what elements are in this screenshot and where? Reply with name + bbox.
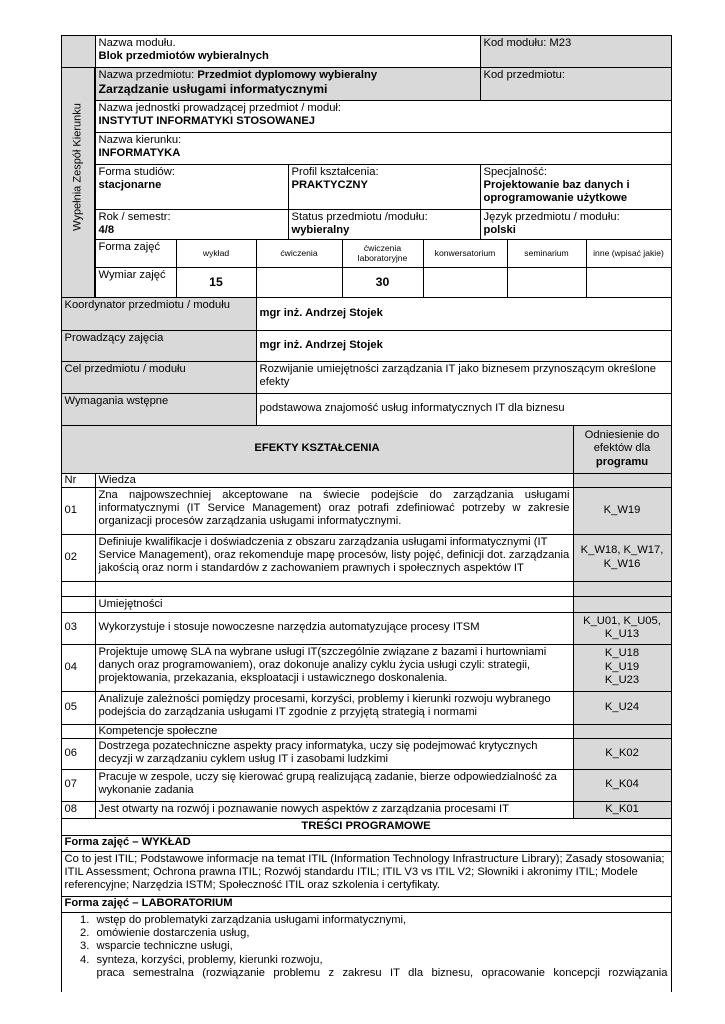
profil-value: PRAKTYCZNY — [291, 178, 368, 191]
specjalnosc-cell — [480, 164, 672, 210]
rok-cell — [95, 209, 289, 240]
odniesienie-cell: Odniesienie do efektów dla programu — [573, 425, 672, 474]
lab-list — [65, 914, 668, 981]
kod-przedmiotu: Kod przedmiotu: — [483, 68, 565, 81]
lab-list-cell — [61, 912, 672, 992]
przedmiot-cell — [95, 67, 481, 101]
table-row-04-ref: K_U18 K_U19 K_U23 — [573, 644, 672, 692]
table-row-06-text: Dostrzega pozatechniczne aspekty pracy informatyka, uczy się podejmować krytycznych decyzji w zarządzaniu cyklem usług IT i zasobami ludzkimi — [95, 738, 574, 770]
wymagania-label-cell: Wymagania wstępne — [61, 393, 257, 426]
status-value: wybieralny — [291, 223, 350, 236]
efekty-title-cell: EFEKTY KSZTAŁCENIA — [61, 425, 574, 474]
profil-label: Profil kształcenia: — [291, 165, 379, 178]
table-row-07-nr: 07 — [61, 769, 96, 802]
table-row-05-nr: 05 — [61, 691, 96, 725]
table-row-05-ref: K_U24 — [573, 691, 672, 725]
cel-value: Rozwijanie umiejętności zarządzania IT jako biznesem przynoszącym określone efekty — [256, 361, 672, 394]
kierunek-value: INFORMATYKA — [98, 146, 181, 159]
wymiar-label: Wymiar zajęć — [98, 268, 166, 281]
kompetencje-nr — [61, 724, 96, 739]
wiedza-ref-empty — [573, 473, 672, 488]
umiejetnosci-header: Umiejętności — [95, 596, 574, 613]
table-row-06-ref: K_K02 — [573, 738, 672, 770]
table-row-01-ref: K_W19 — [573, 487, 672, 535]
specjalnosc-value: Projektowanie baz danych i oprogramowanie użytkowe — [483, 178, 630, 205]
modul-cell — [95, 35, 481, 68]
wymiar-konwersatorium — [423, 267, 508, 298]
lab-label-cell: Forma zajęć – LABORATORIUM — [61, 896, 672, 913]
wymiar-label-cell — [95, 267, 177, 298]
form-inne: inne (wpisać jakie) — [586, 239, 672, 268]
jednostka-cell — [95, 100, 672, 133]
table-row-06-nr: 06 — [61, 738, 96, 770]
list-item: 2. omówienie dostarczenia usług, — [93, 927, 668, 940]
tresci-title: TREŚCI PROGRAMOWE — [61, 818, 672, 836]
jezyk-cell — [480, 209, 672, 240]
prowadzacy-label-cell: Prowadzący zajęcia — [61, 330, 257, 362]
list-item: 4. synteza, korzyści, problemy, kierunki rozwoju, — [93, 954, 668, 967]
table-row-04-nr: 04 — [61, 644, 96, 692]
nr-header: Nr — [61, 473, 96, 488]
forma-zajec-label: Forma zajęć — [98, 240, 161, 253]
modul-label: Nazwa modułu. — [98, 36, 176, 49]
form-seminarium: seminarium — [507, 239, 587, 268]
wiedza-header: Wiedza — [95, 473, 574, 488]
forma-zajec-label-cell — [95, 239, 177, 268]
table-row-07-ref: K_K04 — [573, 769, 672, 802]
table-row-03-nr: 03 — [61, 612, 96, 645]
table-row-01-nr: 01 — [61, 487, 96, 535]
jednostka-value: INSTYTUT INFORMATYKI STOSOWANEJ — [98, 114, 316, 127]
table-row-03-text: Wykorzystuje i stosuje nowoczesne narzędzia automatyzujące procesy ITSM — [95, 612, 574, 645]
kod-modulu-cell — [480, 35, 672, 68]
jezyk-value: polski — [483, 223, 516, 236]
profil-cell — [288, 164, 481, 210]
status-cell — [288, 209, 481, 240]
table-row-04-text: Projektuje umowę SLA na wybrane usługi IT(szczególnie związane z bazami i hurtowniami danych oraz programowaniem), oraz dokonuje analizy cyklu życia usługi czyli: strategii, projektowania, przekazania, eksploatacji i ustawicznego doskonalenia. — [95, 644, 574, 692]
kierunek-label: Nazwa kierunku: — [98, 133, 182, 146]
cel-label-cell: Cel przedmiotu / modułu — [61, 361, 257, 394]
table-row-02-nr: 02 — [61, 534, 96, 582]
jezyk-label: Język przedmiotu / modułu: — [483, 210, 620, 223]
table-row-07-text: Pracuje w zespole, uczy się kierować grupą realizującą zadanie, bierze odpowiedzialność za wykonanie zadania — [95, 769, 574, 802]
form-wyklad: wykład — [176, 239, 257, 268]
umiejetnosci-nr — [61, 596, 96, 613]
kompetencje-ref-empty — [573, 724, 672, 739]
wymiar-inne — [586, 267, 672, 298]
wymagania-value: podstawowa znajomość usług informatycznych IT dla biznesu — [256, 393, 672, 426]
koordynator-label-cell: Koordynator przedmiotu / modułu — [61, 297, 257, 331]
status-label: Status przedmiotu /modułu: — [291, 210, 428, 223]
table-row-08-text: Jest otwarty na rozwój i poznawanie nowych aspektów z zarządzania procesami IT — [95, 801, 574, 819]
form-cwiczenia: ćwiczenia — [256, 239, 343, 268]
rok-label: Rok / semestr: — [98, 210, 171, 223]
empty-row-ref — [573, 581, 672, 597]
rok-value: 4/8 — [98, 223, 115, 236]
table-row-05-text: Analizuje zależności pomiędzy procesami, korzyści, problemy i kierunki rozwoju wybranego podejścia do zarządzania usługami IT zgodnie z przyjętą strategią i normami — [95, 691, 574, 725]
form-lab: ćwiczenia laboratoryjne — [342, 239, 424, 268]
przedmiot-title: Zarządzanie usługami informatycznymi — [98, 81, 328, 96]
koordynator-value: mgr inż. Andrzej Stojek — [256, 297, 672, 331]
forma-studiow-value: stacjonarne — [98, 178, 162, 191]
wymiar-seminarium — [507, 267, 587, 298]
kierunek-cell — [95, 132, 672, 165]
wymiar-lab: 30 — [342, 267, 424, 298]
table-row-08-nr: 08 — [61, 801, 96, 819]
table-row-02-text: Definiuje kwalifikacje i doświadczenia z obszaru zarządzania usługami informatycznymi (IT Service Management), oraz rekomenduje mapę procesów, listy pojęć, definicji dot. zarządzania jakością oraz norm i standardów z zachowaniem prawnych i społecznych aspektów IT — [95, 534, 574, 582]
table-row-03-ref: K_U01, K_U05, K_U13 — [573, 612, 672, 645]
vertical-label: Wypełnia Zespół Kierunku — [71, 102, 84, 231]
header-corner-cell — [61, 35, 96, 68]
list-item: 3. wsparcie techniczne usługi, — [93, 940, 668, 953]
wymiar-wyklad: 15 — [176, 267, 257, 298]
vertical-label-column — [61, 35, 95, 298]
list-item: 1. wstęp do problematyki zarządzania usługami informatycznymi, — [93, 914, 668, 927]
specjalnosc-label: Specjalność: — [483, 165, 547, 178]
kod-przedmiotu-cell — [480, 67, 672, 101]
table-row-08-ref: K_K01 — [573, 801, 672, 819]
list-item: 5. praca semestralna (rozwiązanie problemu z zakresu IT dla biznesu, opracowanie koncepcji rozwiązania — [93, 967, 668, 980]
modul-value: Blok przedmiotów wybieralnych — [98, 49, 269, 62]
jednostka-label: Nazwa jednostki prowadzącej przedmiot / moduł: — [98, 101, 342, 114]
przedmiot-value: Przedmiot dyplomowy wybieralny — [197, 68, 378, 81]
forma-studiow-cell — [95, 164, 289, 210]
empty-row-nr — [61, 581, 96, 597]
wymiar-cwiczenia — [256, 267, 343, 298]
przedmiot-label: Nazwa przedmiotu: — [98, 68, 195, 81]
empty-row-text — [95, 581, 574, 597]
wyklad-text-cell: Co to jest ITIL; Podstawowe informacje na temat ITIL (Information Technology Infrastructure Library); Zasady stosowania; ITIL Assessment; Ochrona prawna ITIL; Rozwój standardu ITIL; ITIL V3 vs ITIL V2; Słowniki i akronimy ITIL; Modele referencyjne; Narzędzia ISTM; Społeczność ITIL oraz szkolenia i certyfikaty. — [61, 851, 672, 897]
forma-studiow-label: Forma studiów: — [98, 165, 175, 178]
umiejetnosci-ref-empty — [573, 596, 672, 613]
kompetencje-header: Kompetencje społeczne — [95, 724, 574, 739]
form-konwersatorium: konwersatorium — [423, 239, 508, 268]
table-row-02-ref: K_W18, K_W17, K_W16 — [573, 534, 672, 582]
prowadzacy-value: mgr inż. Andrzej Stojek — [256, 330, 672, 362]
table-row-01-text: Zna najpowszechniej akceptowane na świecie podejście do zarządzania usługami informatycznymi (IT Service Management) oraz potrafi zdefiniować potrzeby w zakresie organizacji procesów zarządzania usługami informatycznymi. — [95, 487, 574, 535]
kod-modulu: Kod modułu: M23 — [483, 36, 572, 49]
wyklad-label-cell: Forma zajęć – WYKŁAD — [61, 835, 672, 852]
